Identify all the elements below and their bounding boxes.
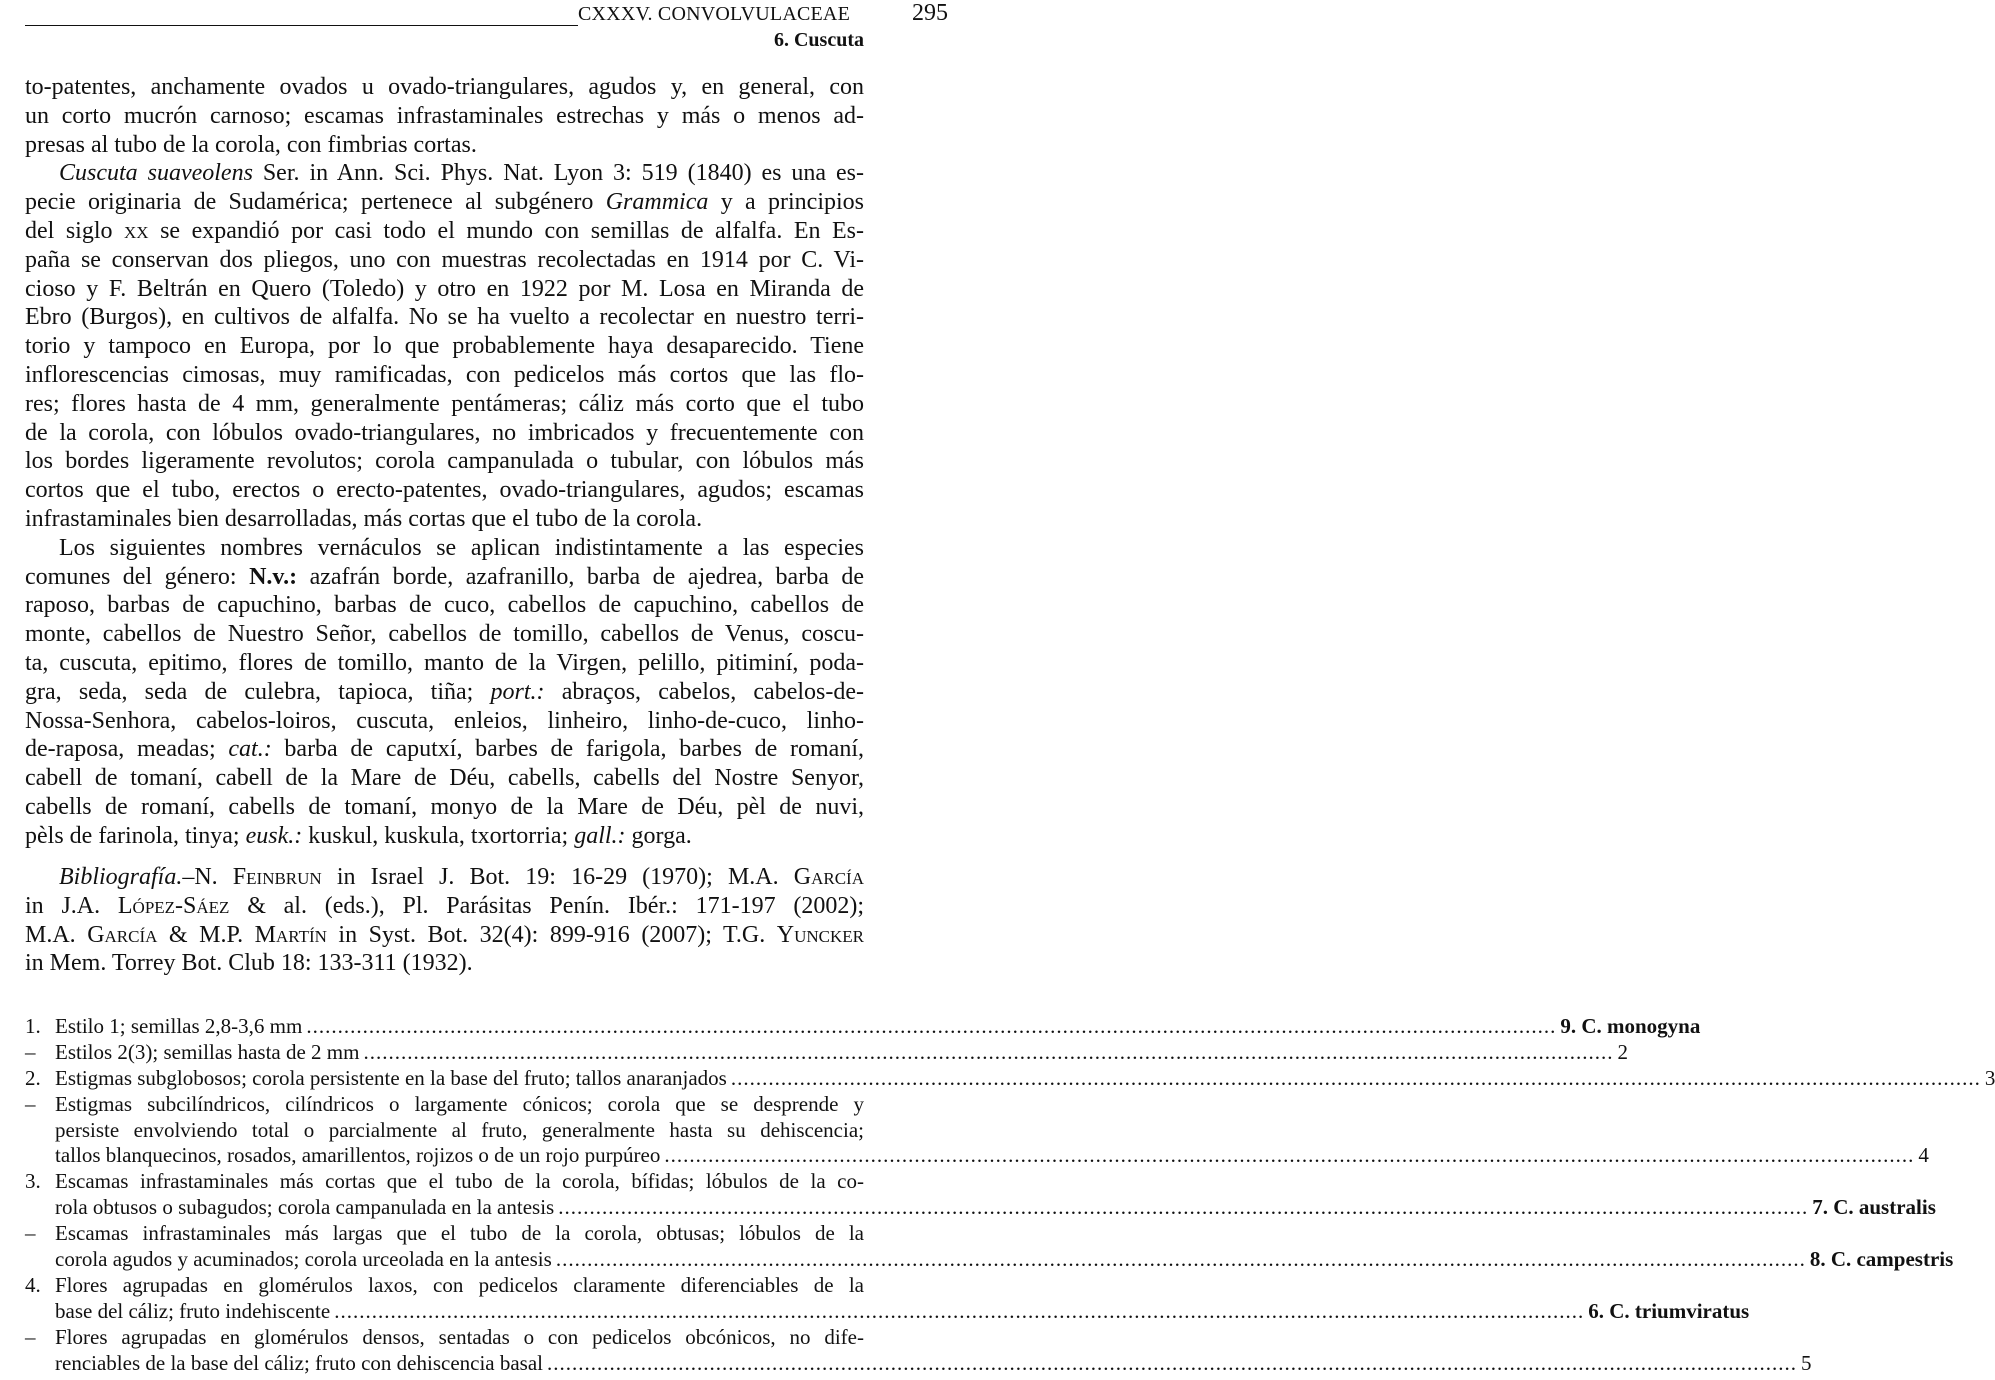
text-line [25,892,864,921]
text-segment: eusk.: [245,822,303,849]
text-segment: de la corola, con lóbulos ovado-triangulares, no imbricados y frecuentemente con [25,419,864,446]
key-text: Estilos 2(3); semillas hasta de 2 mm [55,1039,360,1064]
text-line [25,707,864,736]
key-text: Escamas infrastaminales más largas que el tubo de la corola, obtusas; lóbulos de la [55,1221,864,1246]
key-text: corola agudos y acuminados; corola urceolada en la antesis [55,1247,552,1272]
key-text: Estigmas subglobosos; corola persistente en la base del fruto; tallos anaranjados [55,1065,727,1090]
key-text: Estigmas subcilíndricos, cilíndricos o largamente cónicos; corola que se desprende y [55,1091,864,1116]
key-text: rola obtusos o subagudos; corola campanulada en la antesis [55,1195,555,1220]
text-line [25,505,864,534]
dot-leader: ........................................................................................................................................................................................................ [555,1247,1806,1272]
text-segment: in Syst. Bot. 32(4): 899-916 (2007); T.G. [326,921,777,948]
text-segment: cabells de romaní, cabells de tomaní, monyo de la Mare de Déu, pèl de nuvi, [25,793,864,820]
text-segment: M.A. [25,921,88,948]
key-line [25,1065,1995,1092]
text-line [25,361,864,390]
key-text: persiste envolviendo total o parcialmente al fruto, generalmente hasta su dehiscencia; [55,1117,864,1142]
key-text: Flores agrupadas en glomérulos densos, sentadas o con pedicelos obcónicos, no dife- [55,1324,864,1349]
key-line [25,1118,864,1144]
running-head-chapter: CXXXV. CONVOLVULACEAE [578,3,850,25]
body-text [25,73,864,851]
dot-leader: ........................................................................................................................................................................................................ [363,1039,1614,1064]
key-lead: – [25,1221,36,1246]
text-segment: to-patentes, anchamente ovados u ovado-triangulares, agudos y, en general, con [25,74,864,100]
text-segment: cat.: [228,736,272,763]
text-line [25,447,864,476]
key-lead [25,1143,55,1169]
text-segment: res; flores hasta de 4 mm, generalmente pentámeras; cáliz más corto que el tubo [25,390,864,417]
text-segment: cortos que el tubo, erectos o erecto-patentes, ovado-triangulares, agudos; escamas [25,477,864,504]
key-line [25,1298,1750,1325]
key-lead: 2. [25,1065,41,1090]
text-line [25,822,864,851]
text-segment: gall.: [574,822,626,849]
text-segment: –N. [182,864,233,890]
text-segment: Bibliografía. [59,864,183,890]
text-segment: kuskul, kuskula, txortorria; [302,822,575,849]
text-line [25,303,864,332]
text-segment: infrastaminales bien desarrolladas, más cortas que el tubo de la corola. [25,505,703,532]
text-line [25,73,864,102]
dot-leader: ........................................................................................................................................................................................................ [547,1350,1798,1375]
text-segment: y a principios [708,189,865,216]
dot-leader: ........................................................................................................................................................................................................ [306,1014,1557,1038]
text-line [25,620,864,649]
text-segment: Nossa-Senhora, cabelos-loiros, cuscuta, enleios, linheiro, linho-de-cuco, linho- [25,707,864,734]
key-result: 2 [1617,1039,1628,1064]
text-segment: un corto mucrón carnoso; escamas infrastaminales estrechas y más o menos ad- [25,102,864,129]
text-segment: in J.A. [25,892,118,919]
bibliography [25,863,864,978]
text-line [25,921,864,950]
key-lead [25,1351,55,1377]
key-result: 8. C. campestris [1809,1247,1954,1272]
text-segment: in Israel J. Bot. 19: 16-29 (1970); M.A. [321,864,794,890]
key-result: 7. C. australis [1812,1195,1936,1220]
text-line [25,246,864,275]
text-line [25,275,864,304]
dot-leader: ........................................................................................................................................................................................................ [664,1143,1915,1168]
text-segment: presas al tubo de la corola, con fimbrias cortas. [25,131,477,158]
text-line [25,863,864,892]
text-segment: cioso y F. Beltrán en Quero (Toledo) y otro en 1922 por M. Losa en Miranda de [25,275,864,302]
header-rule [25,25,578,26]
key-lead [25,1299,55,1325]
text-line [25,217,864,246]
text-segment: comunes del género: [25,563,250,590]
text-segment: los bordes ligeramente revolutos; corola campanulada o tubular, con lóbulos más [25,448,864,475]
text-segment: Los siguientes nombres vernáculos se aplican indistintamente a las especies [59,534,864,561]
text-segment: Cuscuta suaveolens [59,160,253,187]
text-segment: Yuncker [776,921,865,948]
key-lead: – [25,1091,36,1116]
dot-leader: ........................................................................................................................................................................................................ [730,1065,1981,1090]
text-segment: Martín [254,921,327,948]
text-line [25,332,864,361]
key-text: base del cáliz; fruto indehiscente [55,1298,331,1323]
key-result: 3 [1984,1065,1995,1090]
key-text: renciables de la base del cáliz; fruto con dehiscencia basal [55,1350,544,1375]
text-segment: raposo, barbas de capuchino, barbas de cuco, cabellos de capuchino, cabellos de [25,592,864,619]
dot-leader: ........................................................................................................................................................................................................ [558,1195,1809,1220]
text-line [25,678,864,707]
key-line [25,1195,1936,1221]
text-line [25,534,864,563]
key-text: tallos blanquecinos, rosados, amarillentos, rojizos o de un rojo purpúreo [55,1143,661,1168]
text-line [25,764,864,793]
key-line [25,1014,1701,1040]
key-text: Escamas infrastaminales más cortas que el tubo de la corola, bífidas; lóbulos de la co- [55,1169,864,1194]
key-lead [25,1247,55,1273]
text-segment: inflorescencias cimosas, muy ramificadas, con pedicelos más cortos que las flo- [25,361,864,388]
text-segment: pèls de farinola, tinya; [25,822,246,849]
text-segment: López-Sáez [117,892,230,919]
key-lead: 3. [25,1169,41,1194]
running-head-genus: 6. Cuscuta [773,29,864,51]
key-result: 6. C. triumviratus [1588,1298,1750,1323]
key-line [25,1350,1812,1377]
page-number: 295 [912,0,948,26]
key-text: Estilo 1; semillas 2,8-3,6 mm [55,1014,303,1038]
text-segment: cabell de tomaní, cabell de la Mare de Déu, cabells, cabells del Nostre Senyor, [25,765,864,792]
dot-leader: ........................................................................................................................................................................................................ [334,1298,1585,1323]
key-lead [25,1118,55,1144]
text-line [25,159,864,188]
text-line [25,649,864,678]
text-segment: abraços, cabelos, cabelos-de- [544,678,864,705]
text-segment: in Mem. Torrey Bot. Club 18: 133-311 (1932). [25,950,473,977]
text-segment: García [793,864,864,890]
text-segment: port.: [490,678,545,705]
text-line [25,476,864,505]
key-line [25,1169,864,1195]
text-segment: gra, seda, seda de culebra, tapioca, tiña; [25,678,491,705]
text-segment: & al. (eds.), Pl. Parásitas Penín. Ibér.: 171-197 (2002); [229,892,864,919]
text-segment: Ser. in Ann. Sci. Phys. Nat. Lyon 3: 519 (1840) es una es- [252,160,864,187]
key-lead: – [25,1039,36,1064]
text-segment: ta, cuscuta, epitimo, flores de tomillo, manto de la Virgen, pelillo, pitiminí, poda- [25,649,864,676]
key-line [25,1092,864,1118]
text-segment: paña se conservan dos pliegos, uno con muestras recolectadas en 1914 por C. Vi- [25,246,864,273]
text-line [25,563,864,592]
key-lead: – [25,1324,36,1349]
text-segment: pecie originaria de Sudamérica; pertenece al subgénero [25,189,606,216]
key-result: 4 [1918,1143,1929,1168]
text-line [25,735,864,764]
key-lead: 4. [25,1272,41,1297]
text-segment: Ebro (Burgos), en cultivos de alfalfa. No se ha vuelto a recolectar en nuestro terri- [25,304,864,331]
text-line [25,102,864,131]
text-segment: Feinbrun [232,864,322,890]
key-line [25,1221,864,1247]
key-line [25,1273,864,1299]
text-segment: azafrán borde, azafranillo, barba de ajedrea, barba de [297,563,864,590]
text-line [25,419,864,448]
key-lead [25,1195,55,1221]
text-segment: se expandió por casi todo el mundo con semillas de alfalfa. En Es- [148,217,864,244]
key-line [25,1039,1628,1066]
key-line [25,1143,1929,1169]
text-segment: del siglo [25,217,125,244]
key-line [25,1247,1954,1273]
text-segment: N.v.: [249,563,298,590]
text-line [25,188,864,217]
identification-key [25,1014,1995,1376]
text-segment: xx [124,217,149,244]
text-line [25,390,864,419]
key-text: Flores agrupadas en glomérulos laxos, con pedicelos claramente diferenciables de la [55,1272,864,1297]
text-segment: & M.P. [157,921,255,948]
key-line [25,1325,864,1351]
text-segment: barba de caputxí, barbes de farigola, barbes de romaní, [271,736,864,763]
text-line [25,591,864,620]
text-segment: García [87,921,158,948]
key-lead: 1. [25,1014,41,1038]
text-line [25,131,864,160]
key-result: 5 [1801,1350,1812,1375]
text-segment: Grammica [605,189,709,216]
text-segment: de-raposa, meadas; [25,736,229,763]
key-result: 9. C. monogyna [1560,1014,1701,1038]
text-line [25,949,864,978]
text-segment: monte, cabellos de Nuestro Señor, cabellos de tomillo, cabellos de Venus, coscu- [25,621,864,648]
text-segment: torio y tampoco en Europa, por lo que probablemente haya desaparecido. Tiene [25,333,864,360]
text-segment: gorga. [625,822,692,849]
text-line [25,793,864,822]
